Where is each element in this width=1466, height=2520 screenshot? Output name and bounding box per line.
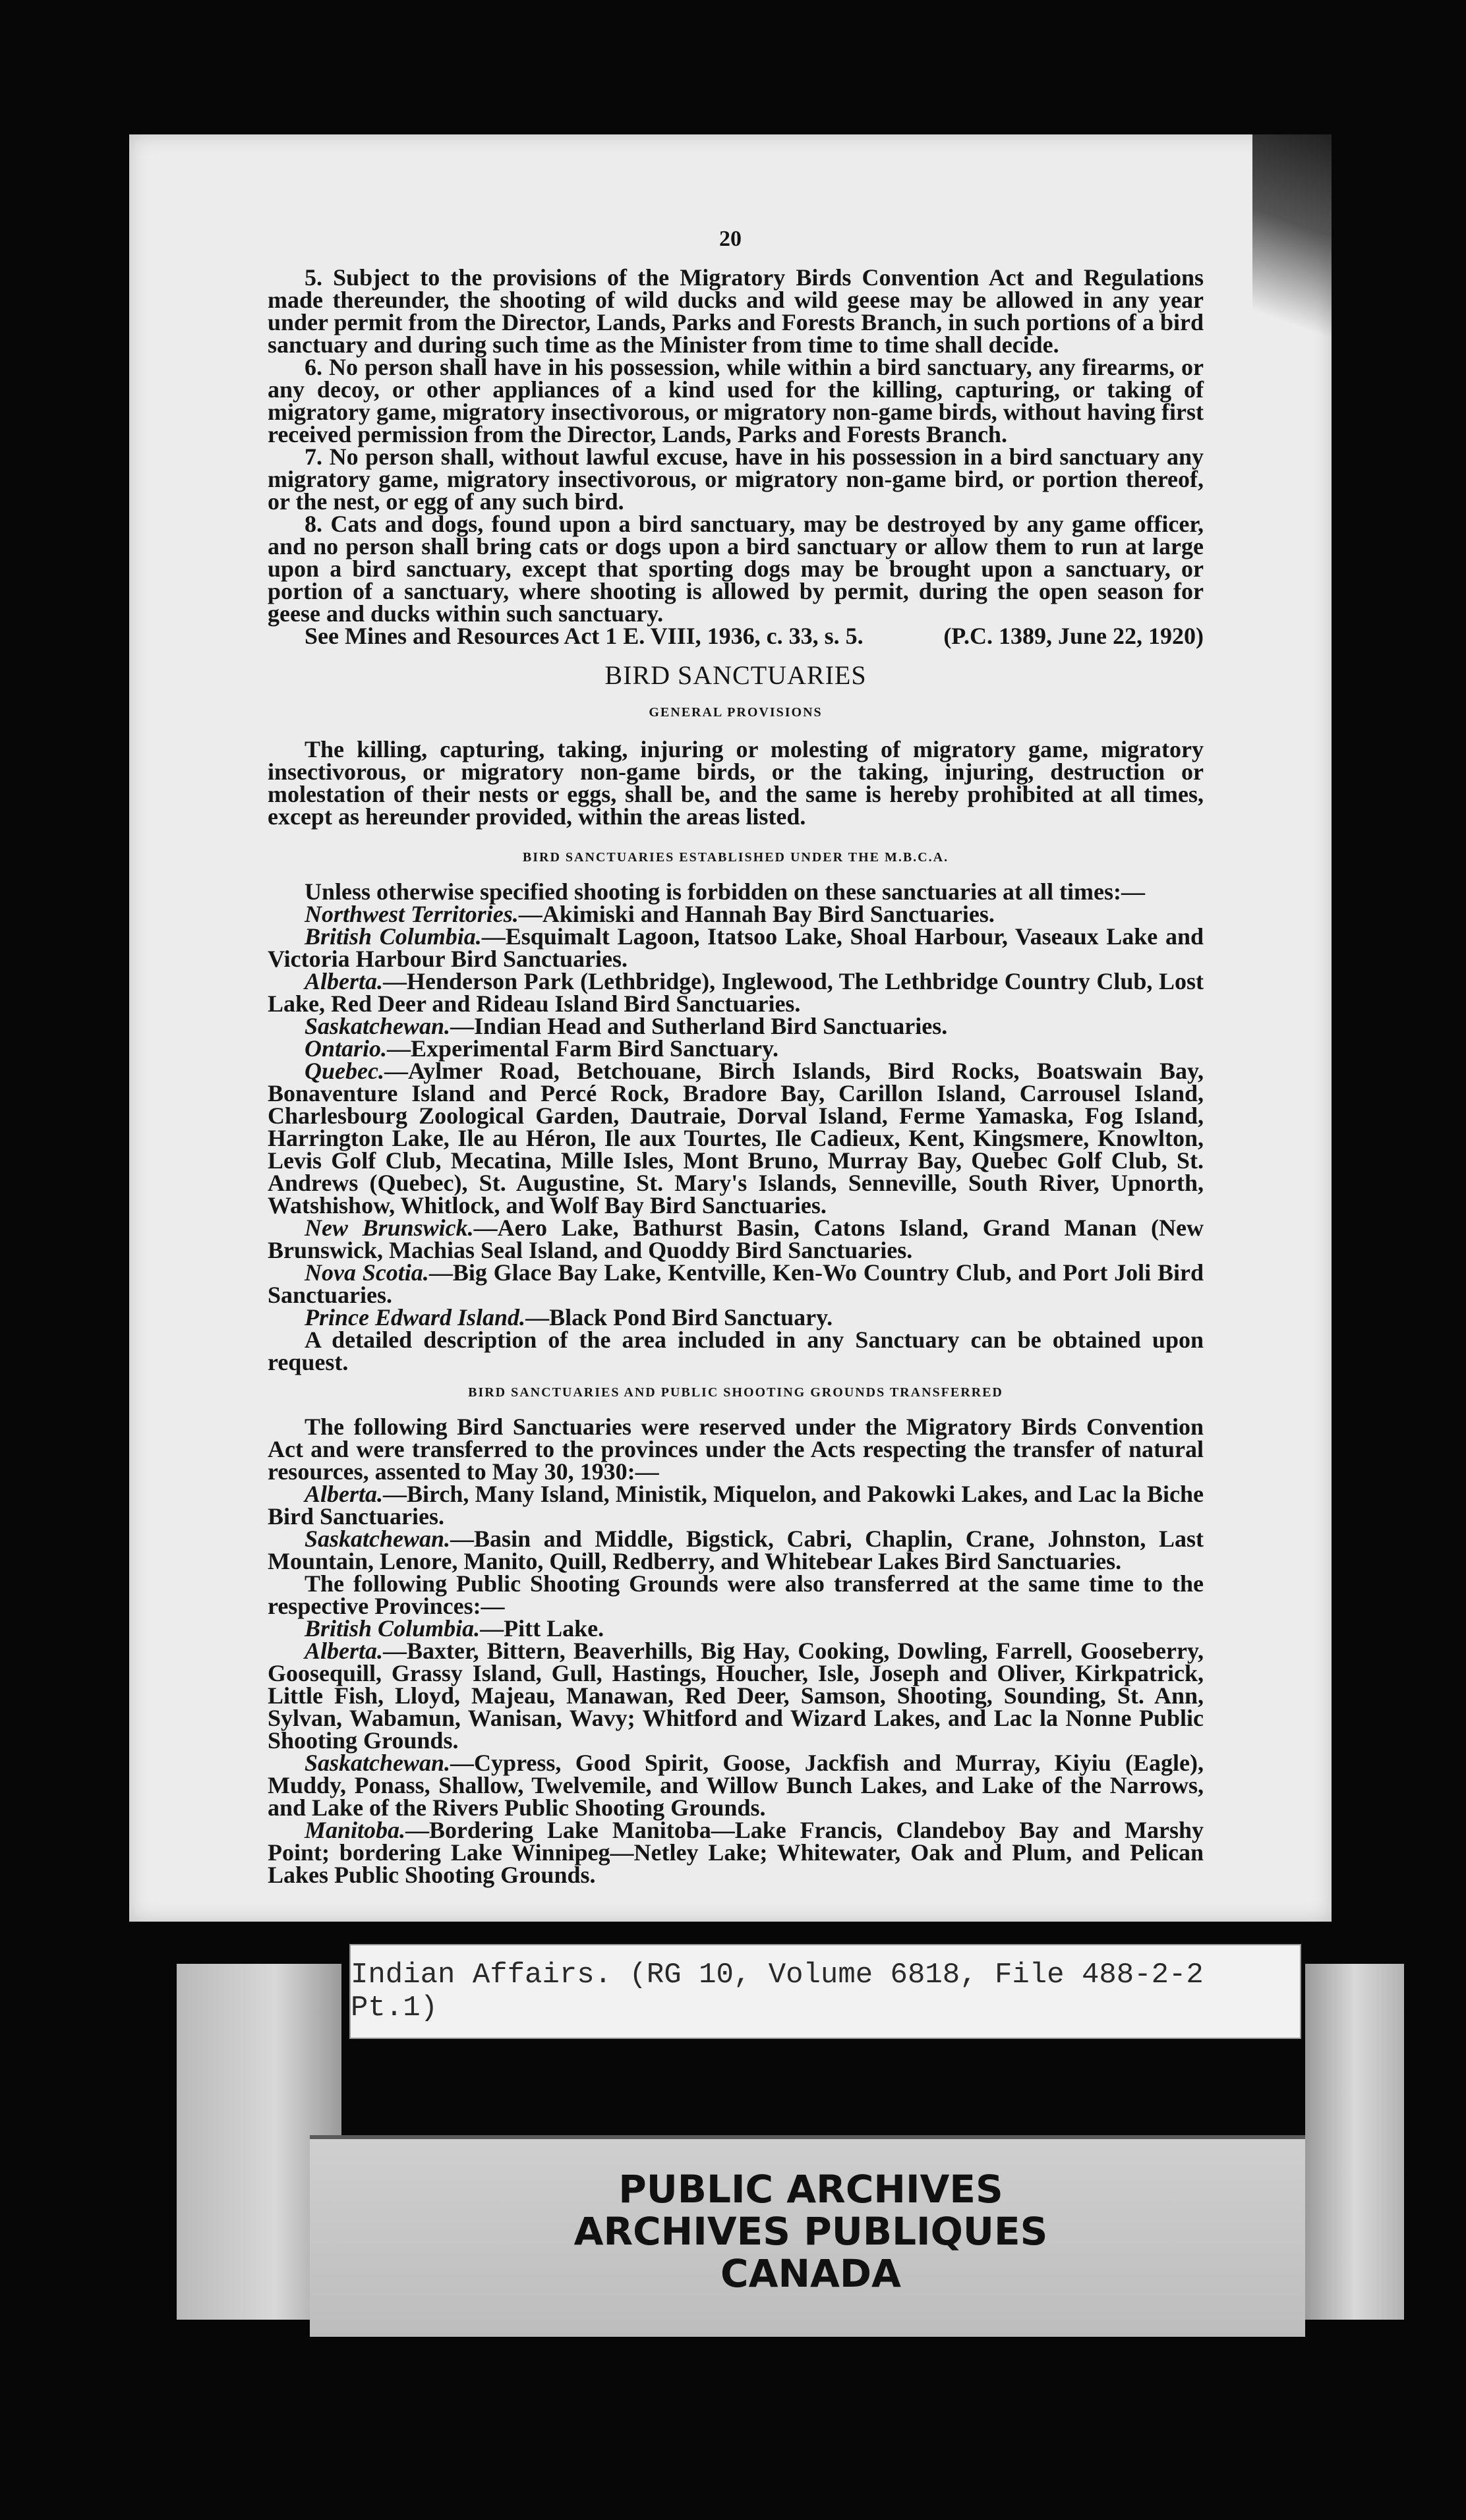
established-intro: Unless otherwise specified shooting is forbidden on these sanctuaries at all times:— [305,878,1145,905]
list-item: Alberta.—Baxter, Bittern, Beaverhills, Big Hay, Cooking, Dowling, Farrell, Gooseberry, Goosequill, Grassy Island, Gull, Hastings, Houcher, Isle, Joseph and Oliver, Kirkpatrick, Little Fish, Lloyd, Majeau, Manawan, Red Deer, Samson, Shooting, Sounding, St. Ann, Sylvan, Wabamun, Wanisan, Wavy; Whitford and Wizard Lakes, and Lac la Nonne Public Shooting Grounds. [268,1638,1204,1754]
list-item: Saskatchewan.—Indian Head and Sutherland Bird Sanctuaries. [305,1013,948,1039]
paragraph-8: 8. Cats and dogs, found upon a bird sanctuary, may be destroyed by any game officer, and no person shall bring cats or dogs upon a bird sanctuary or allow them to run at large upon a bird sanctuary, except that sporting dogs may be brought upon a sanctuary, or portion of a sanctuary, where shooting is allowed by permit, during the open season for geese and ducks within such sanctuary. [268,511,1204,627]
paragraph-6: 6. No person shall have in his possession, while within a bird sanctuary, any firearms, or any decoy, or other appliances of a kind used for the killing, capturing, or taking of migratory game, migratory insectivorous, or migratory non-game birds, without having first received permission from the Director, Lands, Parks and Forests Branch. [268,354,1204,447]
archive-line: ARCHIVES PUBLIQUES [573,2209,1048,2254]
heading-established: BIRD SANCTUARIES ESTABLISHED UNDER THE M.B.C.A. [522,850,949,865]
paragraph-7: 7. No person shall, without lawful excuse, have in his possession in a bird sanctuary any migratory game, migratory insectivorous, or migratory non-game bird, or portion thereof, or the nest, or egg of any such bird. [268,444,1204,515]
shooting-intro: The following Public Shooting Grounds were also transferred at the same time to the respective Provinces:— [268,1570,1204,1619]
general-provisions-text: The killing, capturing, taking, injuring or molesting of migratory game, migratory insectivorous, or migratory non-game birds, or the taking, injuring, destruction or molestation of their nests or eggs, shall be, and the same is hereby prohibited at all times, except as hereunder provided, within the areas listed. [268,736,1204,830]
list-item: Manitoba.—Bordering Lake Manitoba—Lake Francis, Clandeboy Bay and Marshy Point; bordering Lake Winnipeg—Netley Lake; Whitewater, Oak and Plum, and Pelican Lakes Public Shooting Grounds. [268,1817,1204,1888]
list-item: Alberta.—Henderson Park (Lethbridge), Inglewood, The Lethbridge Country Club, Lost Lake, Red Deer and Rideau Island Bird Sanctuaries. [268,968,1204,1017]
list-item: Saskatchewan.—Basin and Middle, Bigstick, Cabri, Chaplin, Crane, Johnston, Last Mountain, Lenore, Manito, Quill, Redberry, and Whitebear Lakes Bird Sanctuaries. [268,1526,1204,1574]
paragraph-5: 5. Subject to the provisions of the Migratory Birds Convention Act and Regulations made thereunder, the shooting of wild ducks and wild geese may be allowed in any year under permit from the Director, Lands, Parks and Forests Branch, in such portions of a bird sanctuary and during such time as the Minister from time to time shall decide. [268,264,1204,358]
established-list [268,903,1204,1329]
list-item: Nova Scotia.—Big Glace Bay Lake, Kentville, Ken-Wo Country Club, and Port Joli Bird Sanctuaries. [268,1259,1204,1308]
list-item: Northwest Territories.—Akimiski and Hannah Bay Bird Sanctuaries. [305,901,995,927]
list-item: Prince Edward Island.—Black Pond Bird Sanctuary. [305,1304,833,1331]
reference-line [268,625,1204,647]
heading-bird-sanctuaries: BIRD SANCTUARIES [604,660,867,690]
list-item: Ontario.—Experimental Farm Bird Sanctuary. [305,1035,779,1062]
heading-general-provisions: GENERAL PROVISIONS [649,705,823,720]
shooting-list [268,1617,1204,1886]
film-tab-right [1305,1964,1404,2320]
page-text [268,266,1204,1886]
pc-reference: (P.C. 1389, June 22, 1920) [943,623,1204,649]
list-item: British Columbia.—Pitt Lake. [305,1615,604,1642]
list-item: New Brunswick.—Aero Lake, Bathurst Basin, Catons Island, Grand Manan (New Brunswick, Machias Seal Island, and Quoddy Bird Sanctuaries. [268,1215,1204,1263]
list-item: Alberta.—Birch, Many Island, Ministik, Miquelon, and Pakowki Lakes, and Lac la Biche Bird Sanctuaries. [268,1481,1204,1530]
archive-line: PUBLIC ARCHIVES [618,2167,1003,2212]
list-item: Quebec.—Aylmer Road, Betchouane, Birch Islands, Bird Rocks, Boatswain Bay, Bonaventure Island and Percé Rock, Bradore Bay, Carillon Island, Carrousel Island, Charlesbourg Zoological Garden, Dautraie, Dorval Island, Ferme Yamaska, Fog Island, Harrington Lake, Ile au Héron, Ile aux Tourtes, Ile Cadieux, Kent, Kingsmere, Knowlton, Levis Golf Club, Mecatina, Mille Isles, Mont Bruno, Murray Bay, Quebec Golf Club, St. Andrews (Quebec), St. Augustine, St. Mary's Islands, Senneville, South River, Upnorth, Watshishow, Whitlock, and Wolf Bay Bird Sanctuaries. [268,1058,1204,1218]
archive-stamp [514,2168,1107,2295]
transferred-intro: The following Bird Sanctuaries were reserved under the Migratory Birds Convention Act and were transferred to the provinces under the Acts respecting the transfer of natural resources, assented to May 30, 1930:— [268,1414,1204,1485]
transferred-list [268,1483,1204,1572]
archive-line: CANADA [720,2251,901,2296]
act-reference: See Mines and Resources Act 1 E. VIII, 1936, c. 33, s. 5. [305,623,864,649]
film-label: Indian Affairs. (RG 10, Volume 6818, File 488-2-2 Pt.1) [349,1944,1301,2039]
heading-transferred: BIRD SANCTUARIES AND PUBLIC SHOOTING GROUNDS TRANSFERRED [468,1385,1003,1400]
list-item: Saskatchewan.—Cypress, Good Spirit, Goose, Jackfish and Murray, Kiyiu (Eagle), Muddy, Ponass, Shallow, Twelvemile, and Willow Bunch Lakes, and Lake of the Narrows, and Lake of the Rivers Public Shooting Grounds. [268,1750,1204,1821]
detailed-note: A detailed description of the area included in any Sanctuary can be obtained upon request. [268,1327,1204,1375]
page-number: 20 [719,227,742,251]
document-page [129,134,1332,1922]
torn-corner [1252,134,1332,398]
list-item: British Columbia.—Esquimalt Lagoon, Itatsoo Lake, Shoal Harbour, Vaseaux Lake and Victoria Harbour Bird Sanctuaries. [268,923,1204,972]
